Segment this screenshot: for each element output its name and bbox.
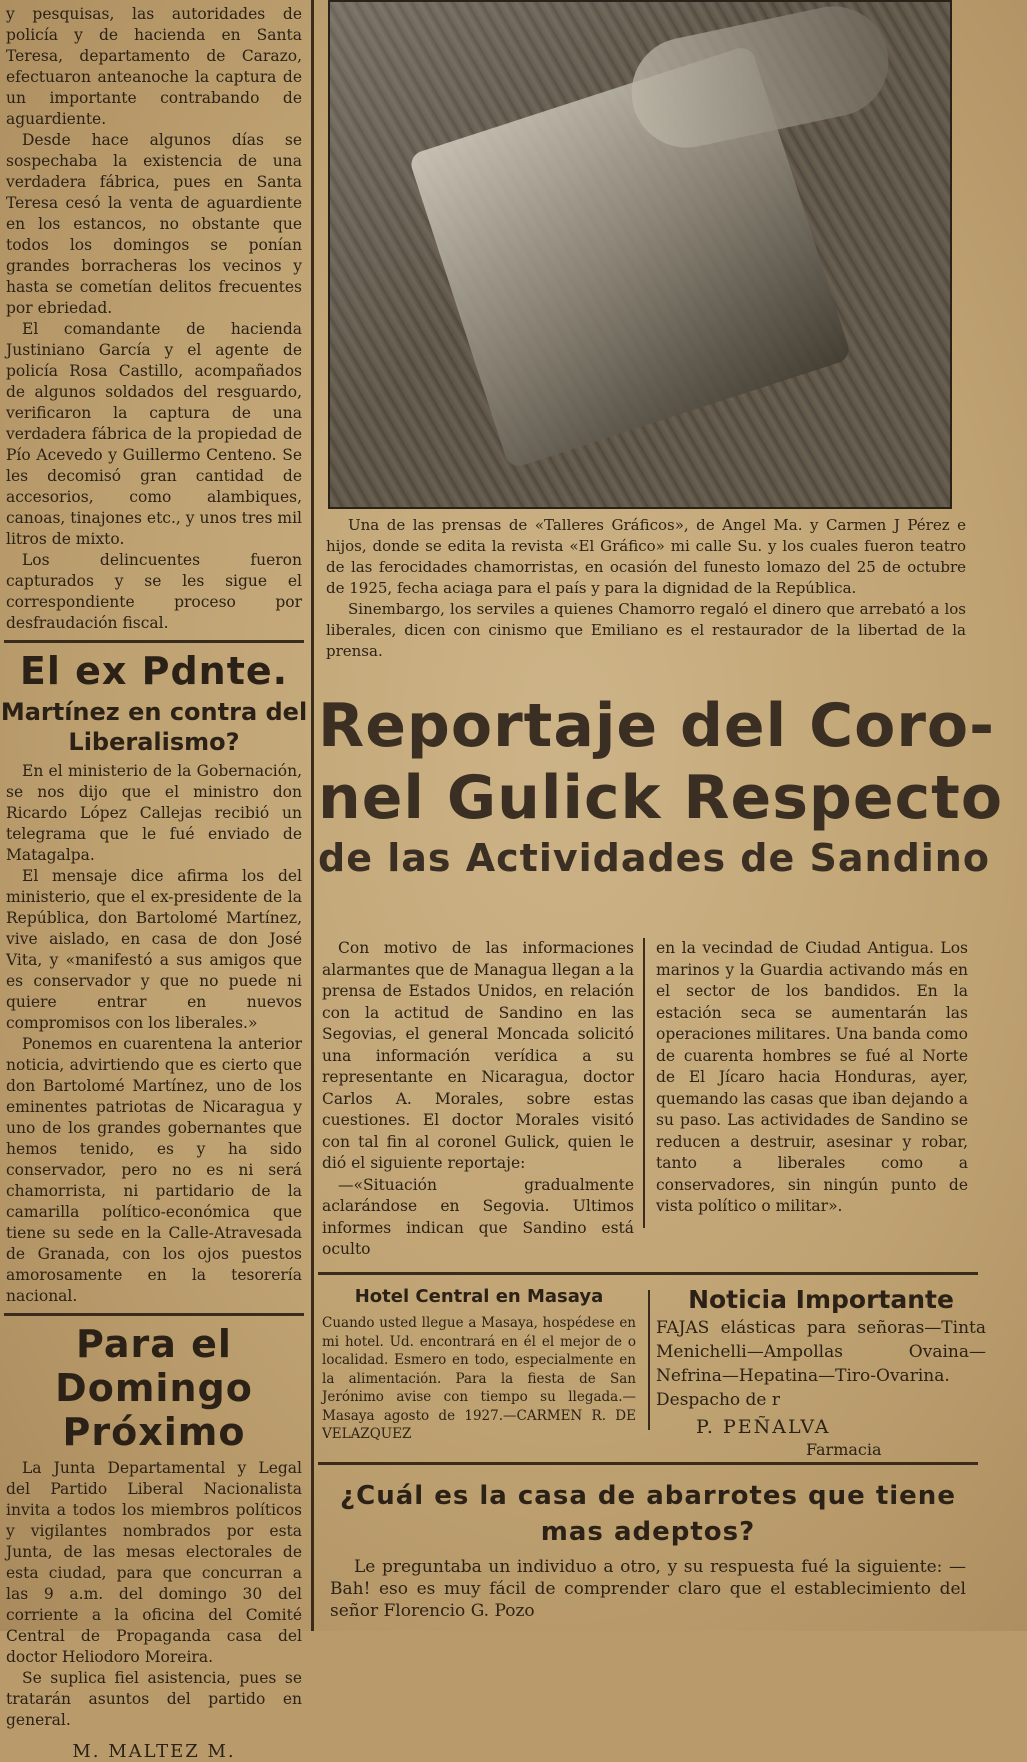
gulick-article [318,938,969,1258]
article-paragraph: La Junta Departamental y Legal del Partido Liberal Nacionalista invita a todos los miembros políticos y vigilantes nombrados por esta Junta, de las mesas electorales de esta ciudad, para que concurran a las 9 a.m. del domingo 30 del corriente a la oficina del Comité Central de Propaganda casa del doctor Heliodoro Moreira. [6,1459,302,1666]
abarrotes-article [318,1478,978,1622]
expdnte-article [0,649,308,1307]
ad-title: Noticia Importante [688,1285,954,1314]
article-column [322,938,634,1261]
section-divider [318,1272,978,1275]
article-paragraph: en la vecindad de Ciudad Antigua. Los marinos y la Guardia activando más en el sector de los bandidos. En la estación seca se aumentarán las operaciones militares. Una banda como de cuarenta hombres se fué al Norte de El Jícaro hacia Honduras, ayer, quemando las casas que iban dejando a su paso. Las actividades de Sandino se reducen a destruir, asesinar y robar, tanto a liberales como a conservadores, sin ningún punto de vista político o militar». [656,939,969,1215]
headline-line: Reportaje del Coro- [318,691,996,761]
section-divider [318,1462,978,1465]
article-paragraph: Con motivo de las informaciones alarmantes que de Managua llegan a la prensa de Estados Unidos, en relación con la actitud de Sandino en las Segovias, el general Moncada solicitó una información verídica a su representante en Nicaragua, doctor Carlos A. Morales, sobre estas cuestiones. El doctor Morales visitó con tal fin al coronel Gulick, quien le dió el siguiente reportaje: [322,939,634,1172]
left-column [0,0,308,1762]
ad-body: FAJAS elásticas para señoras—Tinta Menichelli—Ampollas Ovaina—Nefrina—Hepatina—Tiro-Ovarina. Despacho de r [656,1318,986,1410]
section-divider [4,640,304,643]
article-headline: Para el Domingo Próximo [55,1322,253,1454]
column-rule [643,938,645,1228]
hotel-advertisement [318,1284,640,1442]
article-paragraph: Desde hace algunos días se sospechaba la existencia de una verdadera fábrica, pues en Santa Teresa cesó la venta de aguardiente en los estancos, no obstante que todos los domingos se ponían grandes borracheras los vecinos y hasta se cometían delitos frecuentes por ebriedad. [6,131,302,317]
article-paragraph: El comandante de hacienda Justiniano García y el agente de policía Rosa Castillo, acompañados de algunos soldados del resguardo, verificaron la captura de una verdadera fábrica de la propiedad de Pío Acevedo y Guillermo Centeno. Se les decomisó gran cantidad de accesorios, como alambiques, canoas, tinajones etc., y unos tres mil litros de mixto. [6,320,302,548]
ad-body: Cuando usted llegue a Masaya, hospédese en mi hotel. Ud. encontrará en él el mejor de o localidad. Esmero en todo, especialmente en la alimentación. Para la fiesta de San Jerónimo avise con tiempo su llegada.—Masaya agosto de 1927.—CARMEN R. DE VELAZQUEZ [322,1315,636,1442]
article-paragraph: Ponemos en cuarentena la anterior noticia, advirtiendo que es cierto que don Bartolomé Martínez, uno de los eminentes patriotas de Nicaragua y uno de los grandes gobernantes que hemos tenido, es y ha sido conservador, pero no es ni será chamorrista, ni partidario de la camarilla político-económica que tiene su sede en la Calle-Atravesada de Granada, con los ojos puestos amorosamente en la tesorería nacional. [6,1035,302,1305]
main-headline [318,690,1027,882]
ad-subtitle: Farmacia [806,1440,882,1459]
article-paragraph: En el ministerio de la Gobernación, se nos dijo que el ministro don Ricardo López Callejas recibió un telegrama que le fué enviado de Matagalpa. [6,762,302,864]
column-rule [648,1290,650,1430]
article-headline: El ex Pdnte. [19,649,289,693]
article-paragraph: y pesquisas, las autoridades de policía y de hacienda en Santa Teresa, departamento de Carazo, efectuaron anteanoche la captura de un importante contrabando de aguardiente. [6,5,302,128]
article-paragraph: Los delincuentes fueron capturados y se les sigue el correspondiente proceso por desfraudación fiscal. [6,551,302,632]
article-signature: M. MALTEZ M. [72,1741,236,1762]
article-subheadline: Martínez en contra del Liberalismo? [0,698,308,756]
headline-line: nel Gulick Respecto [318,763,1004,833]
right-column [318,0,1027,1631]
noticia-advertisement [656,1284,986,1459]
article-column [656,938,968,1218]
article-headline: ¿Cuál es la casa de abarrotes que tiene mas adeptos? [340,1481,956,1547]
domingo-article [0,1322,308,1762]
article-paragraph: —«Situación gradualmente aclarándose en Segovia. Ultimos informes indican que Sandino está oculto [322,1175,634,1258]
ad-title: Hotel Central en Masaya [354,1286,604,1307]
section-divider [4,1313,304,1316]
contraband-article [0,0,308,634]
headline-line: de las Actividades de Sandino [318,836,990,880]
article-paragraph: El mensaje dice afirma los del ministerio, que el ex-presidente de la República, don Bartolomé Martínez, vive aislado, en casa de don José Vita, y «manifestó a sus amigos que es conservador y que no puede ni quiere entrar en nuevos compromisos con los liberales.» [6,867,302,1032]
photo-caption [326,515,966,662]
caption-paragraph: Sinembargo, los serviles a quienes Chamorro regaló el dinero que arrebató a los liberales, dicen con cinismo que Emiliano es el restaurador de la libertad de la prensa. [326,600,966,660]
caption-paragraph: Una de las prensas de «Talleres Gráficos», de Angel Ma. y Carmen J Pérez e hijos, donde se edita la revista «El Gráfico» mi calle Su. y los cuales fueron teatro de las ferocidades chamorristas, en ocasión del funesto lomazo del 25 de octubre de 1925, fecha aciaga para el país y para la dignidad de la República. [326,516,966,597]
column-rule [311,0,314,1631]
article-paragraph: Se suplica fiel asistencia, pues se tratarán asuntos del partido en general. [6,1669,302,1729]
article-paragraph: Le preguntaba un individuo a otro, y su respuesta fué la siguiente: —Bah! eso es muy fácil de comprender claro que el establecimiento del señor Florencio G. Pozo [330,1557,966,1621]
printing-press-photo [328,0,952,509]
ad-signature: P. PEÑALVA [696,1416,831,1438]
